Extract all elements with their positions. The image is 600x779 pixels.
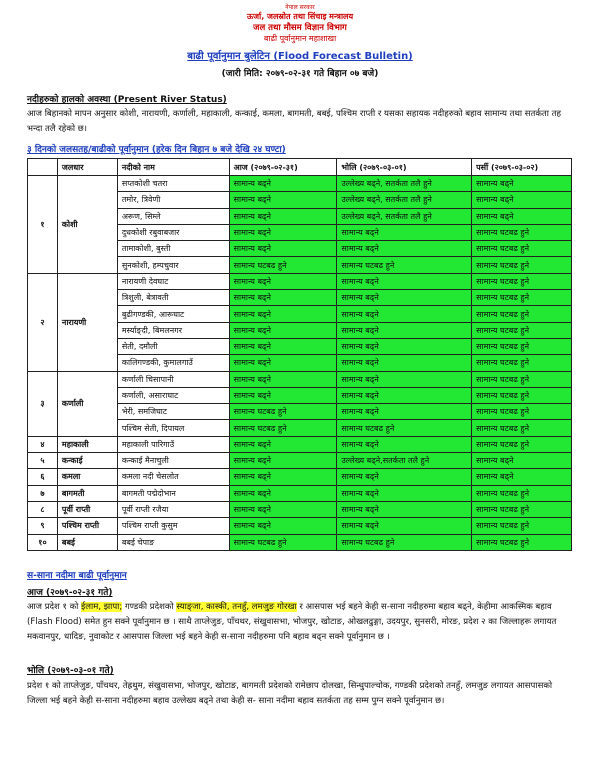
forecast-cell: सामान्य बढ्ने (229, 371, 337, 387)
forecast-cell: सामान्य बढ्ने (229, 224, 337, 240)
river-station: बुढीगण्डकी, आरूघाट (117, 306, 229, 322)
forecast-cell: सामान्य बढ्ने (472, 469, 572, 485)
forecast-cell: सामान्य घटबढ हुने (472, 273, 572, 289)
forecast-cell: उल्लेख्य बढ्ने, सतर्कता तलै हुने (337, 208, 472, 224)
basin-number: १ (28, 176, 58, 274)
today-text-part: आज प्रदेश १ को (27, 602, 82, 612)
forecast-cell: सामान्य बढ्ने (472, 453, 572, 469)
col-header: पर्सी (२०७९-०३-०२) (472, 159, 572, 176)
forecast-cell: सामान्य बढ्ने (229, 322, 337, 338)
basin-name: पश्चिम राप्ती (57, 518, 117, 534)
river-station: दुधकोशी रबुवाबजार (117, 224, 229, 240)
col-header: जलधार (57, 159, 117, 176)
forecast-cell: सामान्य घटबढ हुने (472, 518, 572, 534)
forecast-cell: सामान्य घटबढ हुने (229, 257, 337, 273)
forecast-cell: सामान्य बढ्ने (229, 273, 337, 289)
col-header: नदीको नाम (117, 159, 229, 176)
col-header: आज (२०७९-०२-३१) (229, 159, 337, 176)
basin-number: ६ (28, 469, 58, 485)
forecast-cell: सामान्य घटबढ हुने (472, 420, 572, 436)
col-header: भोलि (२०७९-०३-०१) (337, 159, 472, 176)
status-text: आज बिहानको मापन अनुसार कोशी, नारायणी, कर्णाली, महाकाली, कन्काई, कमला, बागमती, बबई, पश्चिम राप्ती र यसका सहायक नदीहरुको बहाव सामान्य तथा सतर्कता तह भन्दा तलै रहेको छ। (27, 109, 562, 134)
today-text-part: र आसपास भई बहने केही स-साना नदीहरुमा बहाव बढ्ने, केहीमा आकस्मिक बहाव (Flash Flood) समेत हुन सक्ने पूर्वानुमान छ । साथै ताप्लेजुङ, पाँचथर, संखुवासभा, भोजपुर, खोटाङ, ओखलढुङ्गा, उदयपुर, सुनसरी, मोरङ, प्रदेश २ का जिल्लाहरू लगायत मकवानपुर, धादिङ, नुवाकोट र आसपास जिल्ला भई बहने केही स-साना नदीहरुमा पनि बहाव बढ्न सक्ने पूर्वानुमान छ । (27, 602, 557, 642)
forecast-cell: सामान्य बढ्ने (229, 436, 337, 452)
table-row (28, 469, 572, 485)
river-station: सेती, दमौली (117, 338, 229, 354)
forecast-cell: सामान्य घटबढ हुने (337, 420, 472, 436)
tomorrow-text: प्रदेश १ को ताप्लेजुङ, पाँचथर, तेह्रथुम, संखुवासभा, भोजपुर, खोटाङ, बागमती प्रदेशको रामेछाप दोलखा, सिन्धुपाल्चोक, गण्डकी प्रदेशको तनहुँ, लमजुङ लगायत आसपासको जिल्ला भई बहने केही स-साना नदीहरुमा बहाव उल्लेख्य बढ्ने तथा केही स- साना नदीमा बहाव सतर्कता तह सम्म पुग्न सक्ने पूर्वानुमान छ। (27, 681, 553, 706)
table-row (28, 501, 572, 517)
forecast-cell: सामान्य बढ्ने (337, 241, 472, 257)
basin-name: नारायणी (57, 273, 117, 371)
river-station: बबई चेपाङ (117, 534, 229, 550)
forecast-cell: सामान्य बढ्ने (337, 387, 472, 403)
forecast-cell: सामान्य बढ्ने (472, 208, 572, 224)
river-station: तामाकोशी, बुस्ती (117, 241, 229, 257)
forecast-cell: सामान्य बढ्ने (229, 208, 337, 224)
forecast-cell: सामान्य बढ्ने (337, 322, 472, 338)
forecast-cell: सामान्य बढ्ने (337, 338, 472, 354)
basin-number: ५ (28, 453, 58, 469)
river-station: कमला नदी चेसलोत (117, 469, 229, 485)
river-station: पश्चिम सेती, दिपायल (117, 420, 229, 436)
forecast-cell: सामान्य बढ्ने (229, 290, 337, 306)
forecast-cell: सामान्य बढ्ने (337, 469, 472, 485)
basin-number: १० (28, 534, 58, 550)
forecast-cell: सामान्य घटबढ हुने (472, 485, 572, 501)
forecast-cell: सामान्य घटबढ हुने (472, 257, 572, 273)
forecast-cell: सामान्य बढ्ने (229, 338, 337, 354)
col-header (28, 159, 58, 176)
table-row (28, 485, 572, 501)
forecast-cell: सामान्य बढ्ने (337, 306, 472, 322)
river-station: अरूण, सिम्ले (117, 208, 229, 224)
basin-name: कर्णाली (57, 371, 117, 436)
forecast-cell: सामान्य बढ्ने (337, 518, 472, 534)
tomorrow-label: भोलि (२०७९-०३-०१ गते) (27, 666, 114, 676)
forecast-cell: सामान्य बढ्ने (229, 518, 337, 534)
today-text (27, 600, 572, 645)
forecast-cell: सामान्य घटबढ हुने (472, 241, 572, 257)
forecast-cell: उल्लेख्य बढ्ने,सतर्कता तलै हुने (337, 453, 472, 469)
forecast-cell: सामान्य बढ्ने (472, 192, 572, 208)
forecast-cell: सामान्य बढ्ने (337, 273, 472, 289)
table-row (28, 436, 572, 452)
status-heading: नदीहरुको हालको अवस्था (Present River Status) (27, 95, 227, 105)
river-station: कर्णाली, असाराघाट (117, 387, 229, 403)
forecast-cell: सामान्य घटबढ हुने (229, 534, 337, 550)
table-row (28, 371, 572, 387)
table-row (28, 176, 572, 192)
river-station: कालिगण्डकी, कुमालगाउँ (117, 355, 229, 371)
basin-name: कमला (57, 469, 117, 485)
highlighted-districts: ईलाम, झापा; (81, 602, 123, 612)
forecast-cell: सामान्य घटबढ हुने (337, 534, 472, 550)
river-station: महाकाली पारिगाउँ (117, 436, 229, 452)
river-station: भेरी, समजिघाट (117, 404, 229, 420)
today-label: आज (२०७९-०२-३१ गते) (27, 588, 113, 598)
forecast-cell: सामान्य घटबढ हुने (337, 257, 472, 273)
table-row (28, 273, 572, 289)
forecast-cell: सामान्य बढ्ने (337, 224, 472, 240)
river-station: त्रिशुली, बेत्रावती (117, 290, 229, 306)
forecast-cell: सामान्य बढ्ने (229, 453, 337, 469)
forecast-cell: सामान्य घटबढ हुने (472, 501, 572, 517)
bulletin-title: बाढी पूर्वानुमान बुलेटिन (Flood Forecast Bulletin) (187, 51, 413, 62)
forecast-cell: सामान्य बढ्ने (337, 485, 472, 501)
table-header-row (28, 159, 572, 176)
table-row (28, 518, 572, 534)
forecast-cell: सामान्य घटबढ हुने (229, 420, 337, 436)
river-station: कन्काई मैनाचुली (117, 453, 229, 469)
forecast-cell: सामान्य बढ्ने (229, 469, 337, 485)
bulletin-header (0, 3, 600, 79)
river-station: नारायणी देवघाट (117, 273, 229, 289)
forecast-cell: सामान्य बढ्ने (337, 355, 472, 371)
forecast-table (27, 158, 572, 551)
division-line: बाढी पूर्वानुमान महाशाखा (263, 34, 337, 43)
forecast-cell: सामान्य घटबढ हुने (472, 224, 572, 240)
forecast-cell: सामान्य बढ्ने (229, 306, 337, 322)
basin-number: २ (28, 273, 58, 371)
table-row (28, 453, 572, 469)
forecast-cell: सामान्य बढ्ने (229, 192, 337, 208)
forecast-cell: सामान्य बढ्ने (337, 371, 472, 387)
basin-number: ८ (28, 501, 58, 517)
forecast-cell: सामान्य घटबढ हुने (472, 322, 572, 338)
river-station: बागमती पद्मेदोभान (117, 485, 229, 501)
small-rivers-heading: स-साना नदीमा बाढी पूर्वानुमान (27, 571, 127, 581)
basin-name: बबई (57, 534, 117, 550)
forecast-cell: सामान्य बढ्ने (229, 176, 337, 192)
forecast-cell: सामान्य बढ्ने (337, 290, 472, 306)
forecast-cell: सामान्य बढ्ने (337, 501, 472, 517)
forecast-cell: सामान्य घटबढ हुने (472, 387, 572, 403)
forecast-cell: सामान्य बढ्ने (229, 485, 337, 501)
gov-line: नेपाल सरकार (285, 4, 315, 11)
ministry-line: ऊर्जा, जलस्रोत तथा सिंचाइ मन्त्रालय (246, 12, 354, 21)
table-row (28, 534, 572, 550)
forecast-table-body (28, 176, 572, 551)
forecast-cell: सामान्य घटबढ हुने (472, 290, 572, 306)
river-station: मर्स्याङ्दी, बिमलनगर (117, 322, 229, 338)
highlighted-districts: स्याङ्जा, कास्की, तनहुँ, लमजुङ गोरखा (176, 602, 297, 612)
forecast-heading: ३ दिनको जलसतह/बाढीको पूर्वानुमान (हरेक दिन बिहान ७ बजे देखि २४ घण्टा) (27, 145, 286, 155)
basin-name: महाकाली (57, 436, 117, 452)
river-station: तमोर, त्रिवेणी (117, 192, 229, 208)
forecast-cell: सामान्य घटबढ हुने (472, 436, 572, 452)
forecast-cell: सामान्य बढ्ने (229, 241, 337, 257)
forecast-cell: सामान्य घटबढ हुने (472, 404, 572, 420)
forecast-cell: सामान्य घटबढ हुने (472, 306, 572, 322)
forecast-cell: सामान्य घटबढ हुने (472, 534, 572, 550)
river-station: पूर्वी राप्ती रजैया (117, 501, 229, 517)
river-station: सुनकोशी, हम्पचुवार (117, 257, 229, 273)
forecast-cell: उल्लेख्य बढ्ने, सतर्कता तलै हुने (337, 192, 472, 208)
forecast-cell: सामान्य बढ्ने (229, 387, 337, 403)
department-line: जल तथा मौसम विज्ञान विभाग (253, 23, 347, 33)
forecast-cell: सामान्य बढ्ने (337, 404, 472, 420)
forecast-cell: सामान्य घटबढ हुने (472, 338, 572, 354)
forecast-cell: सामान्य घटबढ हुने (472, 355, 572, 371)
river-station: सप्तकोशी चतरा (117, 176, 229, 192)
river-station: पश्चिम राप्ती कुसुम (117, 518, 229, 534)
forecast-cell: सामान्य बढ्ने (229, 501, 337, 517)
basin-name: कन्काई (57, 453, 117, 469)
forecast-cell: सामान्य बढ्ने (472, 176, 572, 192)
basin-number: ४ (28, 436, 58, 452)
basin-name: पूर्वी राप्ती (57, 501, 117, 517)
today-text-part: गण्डकी प्रदेशको (122, 602, 177, 612)
forecast-cell: सामान्य घटबढ हुने (229, 404, 337, 420)
basin-number: ३ (28, 371, 58, 436)
forecast-cell: उल्लेख्य बढ्ने, सतर्कता तलै हुने (337, 176, 472, 192)
basin-name: कोशी (57, 176, 117, 274)
basin-number: ९ (28, 518, 58, 534)
basin-number: ७ (28, 485, 58, 501)
forecast-cell: सामान्य बढ्ने (229, 355, 337, 371)
forecast-cell: सामान्य बढ्ने (337, 436, 472, 452)
issue-date: (जारी मिति: २०७९-०२-३१ गते बिहान ०७ बजे) (221, 69, 379, 79)
basin-name: बागमती (57, 485, 117, 501)
river-station: कर्णाली चिसापानी (117, 371, 229, 387)
forecast-cell: सामान्य घटबढ हुने (472, 371, 572, 387)
